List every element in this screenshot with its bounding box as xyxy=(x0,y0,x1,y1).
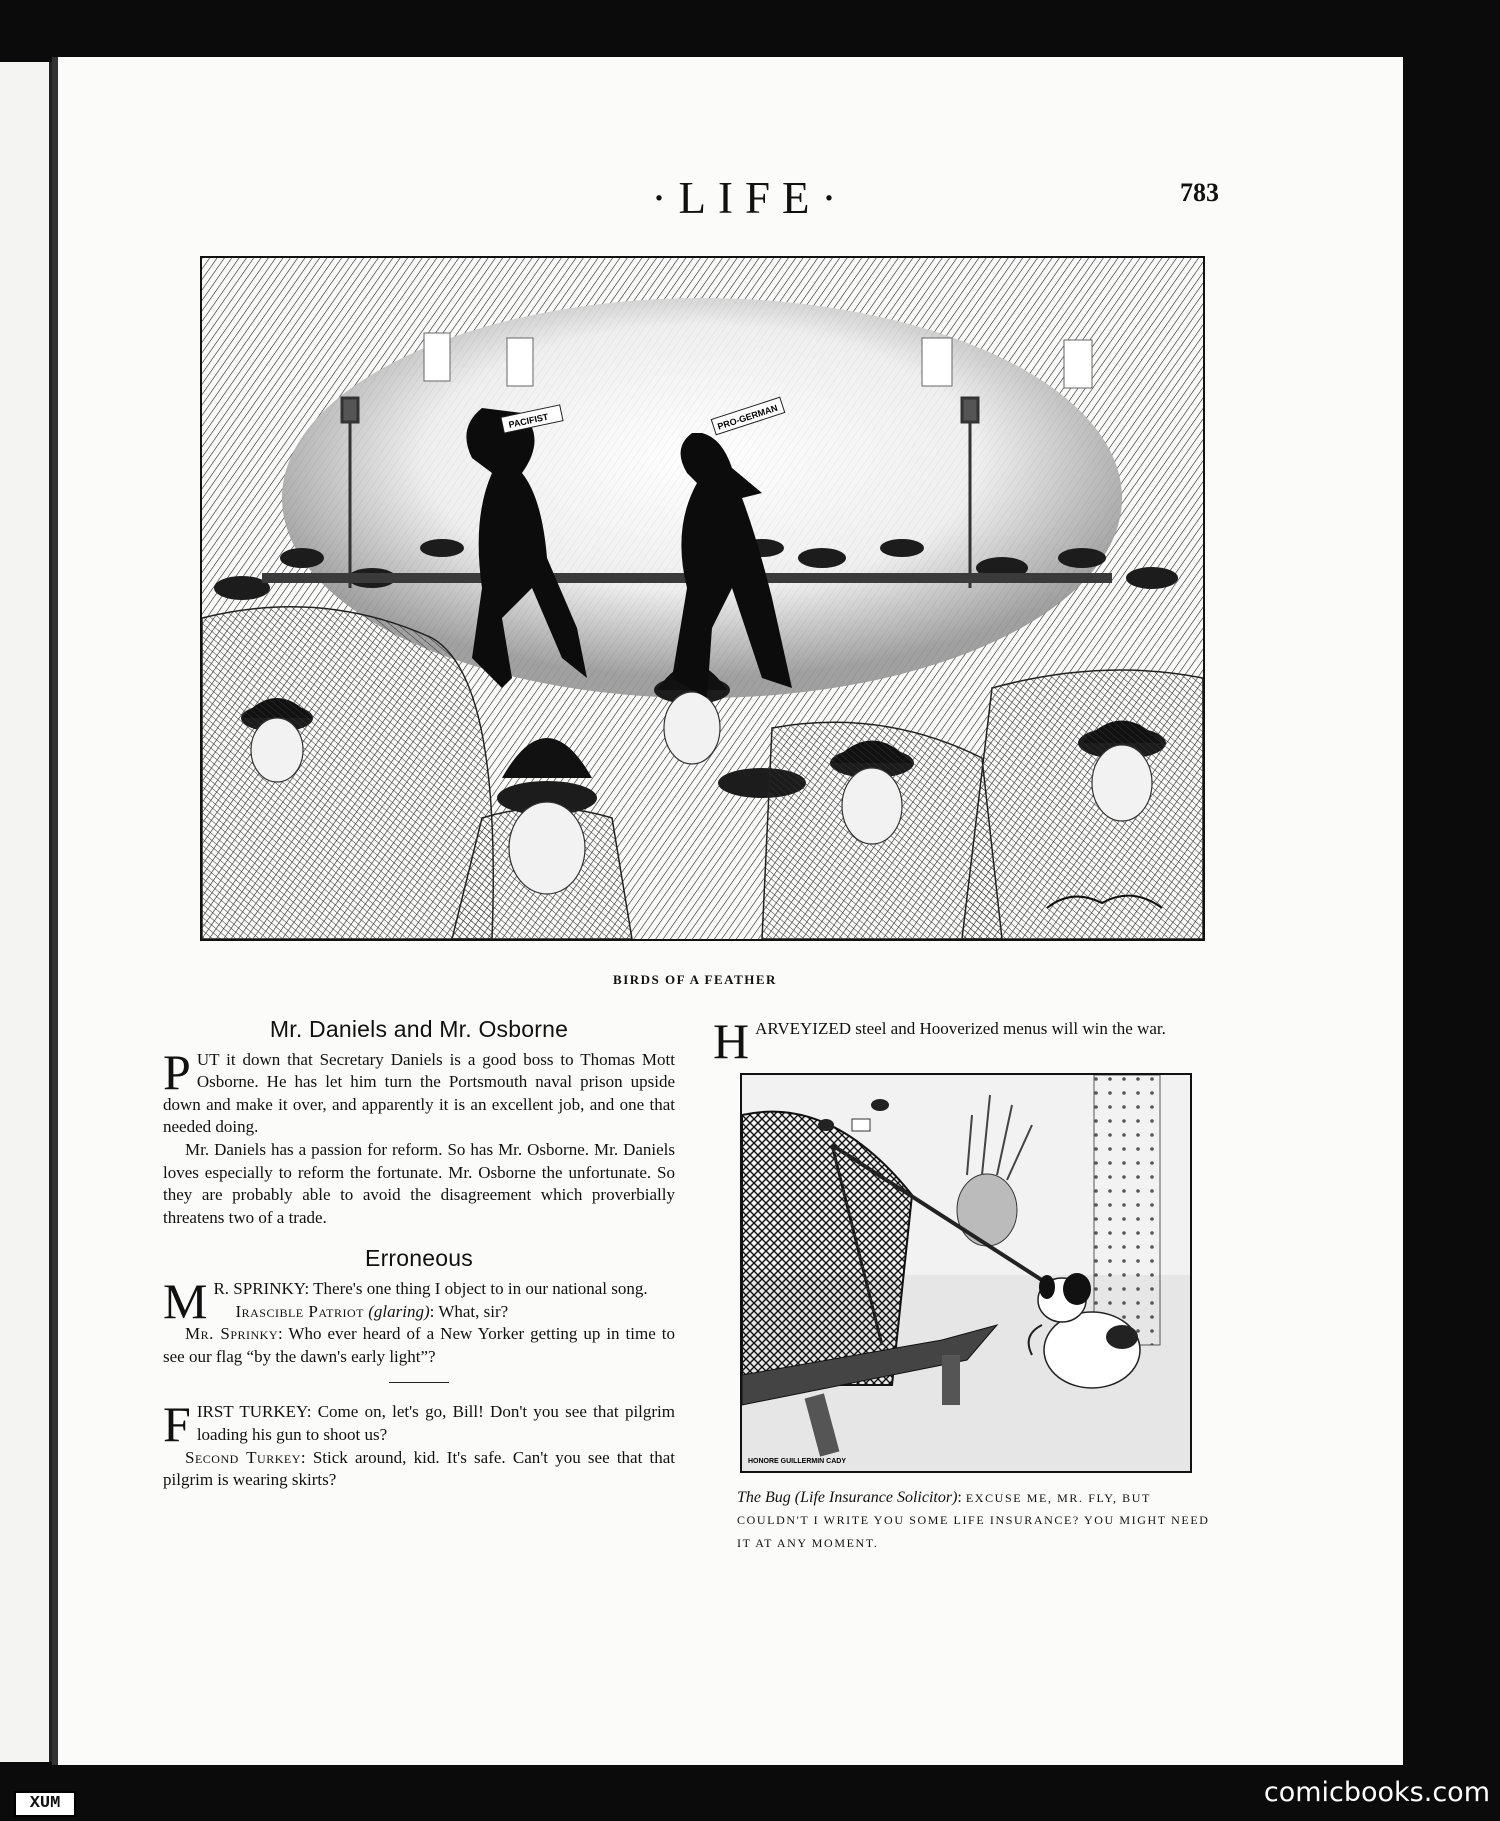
article-text: UT it down that Secretary Daniels is a good boss to Thomas Mott Osborne. He has let him turn the Portsmouth naval prison upside down and make it over, and apparently it is an excellent job, and one that needed doing. xyxy=(163,1049,675,1137)
dialogue-line xyxy=(163,1396,675,1453)
cartoon-caption: BIRDS OF A FEATHER xyxy=(613,972,777,987)
left-column xyxy=(163,1018,675,1492)
drop-cap: F xyxy=(163,1396,191,1453)
section-divider xyxy=(389,1382,449,1383)
article-paragraph: Mr. Daniels has a passion for reform. So has Mr. Osborne. Mr. Daniels loves especially to reform the fortunate. Mr. Osborne the unfortunate. So they are probably able to avoid the disagreement which proverbially threatens two of a trade. xyxy=(163,1139,675,1227)
speaker-name: Irascible Patriot xyxy=(235,1301,365,1321)
drop-cap: M xyxy=(163,1272,208,1329)
dialogue-text: : Stick around, kid. It's safe. Can't you see that that pilgrim is wearing skirts? xyxy=(163,1447,676,1490)
dialogue-line xyxy=(163,1447,675,1492)
drop-cap: P xyxy=(163,1043,191,1100)
dialogue-text: : What, sir? xyxy=(429,1301,509,1321)
scan-tag: XUM xyxy=(14,1791,76,1817)
cartoon-illustration xyxy=(200,256,1205,941)
dialogue-text: R. SPRINKY: There's one thing I object to in our national song. xyxy=(213,1278,648,1298)
article-title: Mr. Daniels and Mr. Osborne xyxy=(269,1016,569,1042)
caption-speaker: The Bug (Life Insurance Solicitor) xyxy=(737,1488,958,1506)
dialogue-line xyxy=(163,1301,675,1324)
right-column xyxy=(713,1013,1221,1554)
illustration-drawing xyxy=(742,1075,1190,1471)
article-paragraph xyxy=(163,1043,675,1139)
insurance-bug-illustration xyxy=(740,1073,1192,1473)
masthead: ·LIFE· xyxy=(651,173,849,223)
caption-speech: EXCUSE ME, MR. FLY, BUT COULDN'T I WRITE YOU SOME LIFE INSURANCE? YOU MIGHT NEED IT AT ANY MOMENT. xyxy=(737,1490,1210,1550)
page-number: 783 xyxy=(1180,178,1219,207)
facing-page-edge xyxy=(0,62,52,1762)
dialogue-text: : Who ever heard of a New Yorker getting up in time to see our flag “by the dawn's early light”? xyxy=(163,1324,675,1366)
illustration-caption: The Bug (Life Insurance Solicitor): EXCUSE ME, MR. FLY, BUT COULDN'T I WRITE YOU SOME LIFE INSURANCE? YOU MIGHT NEED IT AT ANY MOMENT. xyxy=(737,1488,1210,1550)
article-paragraph xyxy=(713,1013,1221,1069)
site-watermark: comicbooks.com xyxy=(1263,1777,1490,1808)
cartoon-drawing xyxy=(202,258,1203,939)
dialogue-text: IRST TURKEY: Come on, let's go, Bill! Don't you see that pilgrim loading his gun to shoot us? xyxy=(196,1402,675,1444)
dialogue-line xyxy=(163,1323,675,1368)
stage-direction: (glaring) xyxy=(368,1301,430,1321)
artist-signature: HONORE GUILLERMIN CADY xyxy=(748,1457,846,1465)
speaker-name: Second Turkey xyxy=(185,1447,301,1467)
article-title: Erroneous xyxy=(365,1245,473,1272)
sign-pacifist: PACIFIST xyxy=(507,411,550,430)
sign-pro-german: PRO-GERMAN xyxy=(716,402,779,432)
drop-cap: H xyxy=(713,1013,750,1069)
article-text: ARVEYIZED steel and Hooverized menus will win the war. xyxy=(755,1019,1166,1038)
speaker-name: Mr. Sprinky xyxy=(185,1324,278,1344)
